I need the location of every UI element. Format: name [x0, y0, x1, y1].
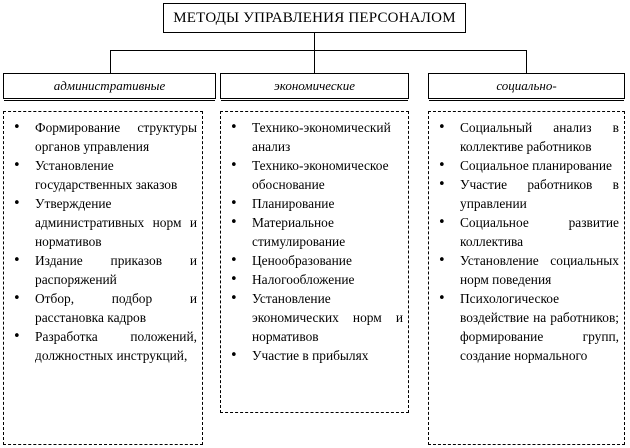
- list-item: • Технико-экономический анализ: [227, 118, 403, 156]
- connector-horizontal: [110, 50, 527, 51]
- list-item: • Социальный анализ в коллективе работников: [435, 118, 619, 156]
- connector-vertical-main: [314, 33, 315, 50]
- list-item: • Социальное планирование: [435, 156, 619, 175]
- list-item: • Установление экономических норм и нормативов: [227, 289, 403, 346]
- category-economic: экономические: [220, 73, 409, 99]
- list-social: [428, 111, 625, 445]
- list-item: • Установление государственных заказов: [10, 156, 197, 194]
- connector-center: [314, 50, 315, 73]
- list-item: • Технико-экономическое обоснование: [227, 156, 403, 194]
- list-item: • Издание приказов и распоряжений: [10, 251, 197, 289]
- list-item: • Участие в прибылях: [227, 346, 403, 365]
- list-item: • Отбор, подбор и расстановка кадров: [10, 289, 197, 327]
- list-item: • Разработка положений, должностных инструкций,: [10, 327, 197, 365]
- list-item: • Установление социальных норм поведения: [435, 251, 619, 289]
- diagram-title: МЕТОДЫ УПРАВЛЕНИЯ ПЕРСОНАЛОМ: [163, 3, 466, 33]
- list-item: • Психологическое воздействие на работников; формирование групп, создание нормального: [435, 289, 619, 365]
- list-item: • Социальное развитие коллектива: [435, 213, 619, 251]
- list-item: • Ценообразование: [227, 251, 403, 270]
- category-social: социально-: [428, 73, 625, 99]
- list-item: • Планирование: [227, 194, 403, 213]
- connector-right: [526, 50, 527, 73]
- list-item: • Участие работников в управлении: [435, 175, 619, 213]
- list-item: • Утверждение административных норм и нормативов: [10, 194, 197, 251]
- list-economic: [220, 111, 409, 413]
- list-administrative: [3, 111, 203, 445]
- list-item: • Налогообложение: [227, 270, 403, 289]
- connector-left: [110, 50, 111, 73]
- list-item: • Материальное стимулирование: [227, 213, 403, 251]
- list-item: • Формирование структуры органов управления: [10, 118, 197, 156]
- category-administrative: административные: [3, 73, 216, 99]
